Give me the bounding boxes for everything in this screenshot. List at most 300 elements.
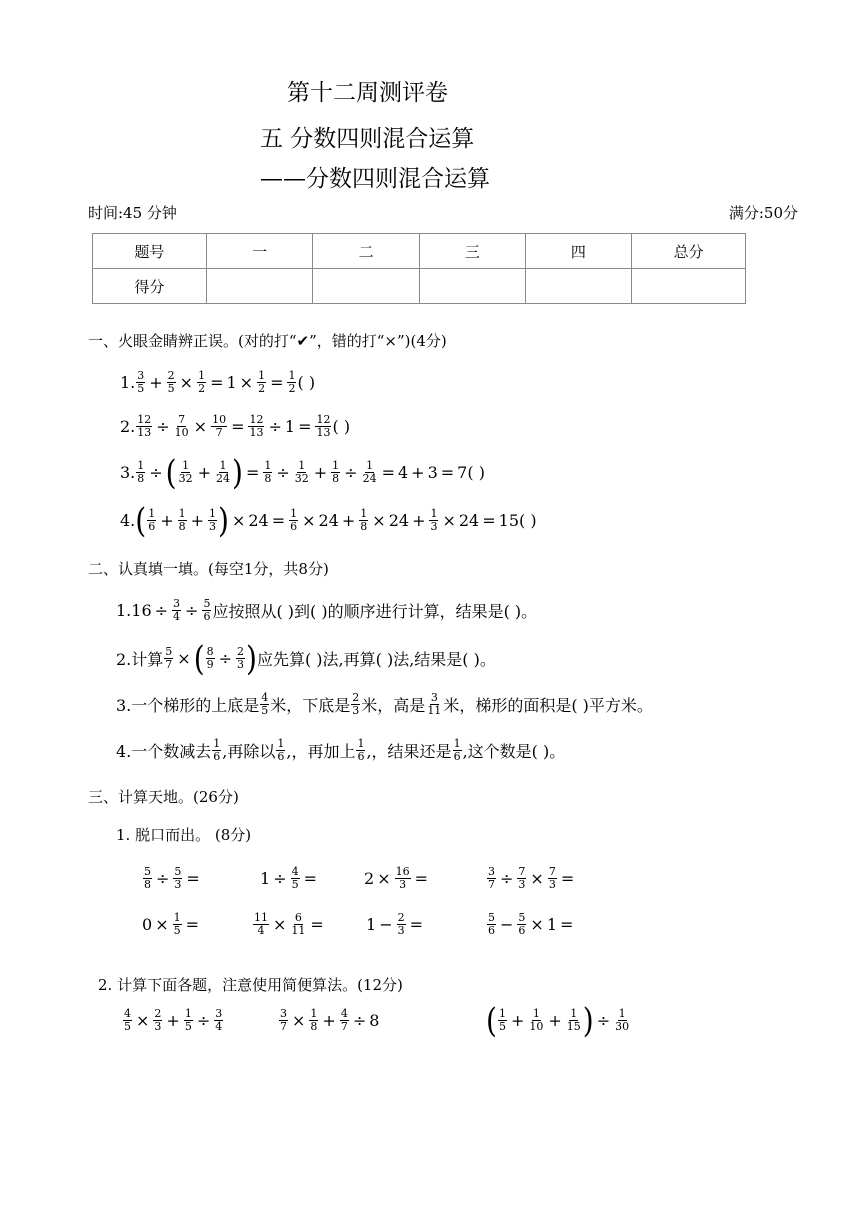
fraction bbox=[340, 1008, 349, 1033]
numerator: 1 bbox=[277, 737, 285, 750]
numerator: 1 bbox=[498, 1007, 506, 1020]
numerator: 4 bbox=[261, 691, 269, 704]
numerator: 2 bbox=[237, 645, 245, 658]
numerator: 4 bbox=[291, 865, 299, 878]
equals-sign: = bbox=[186, 869, 200, 888]
denominator: 32 bbox=[294, 472, 309, 485]
fraction bbox=[395, 866, 411, 891]
divide-sign: ÷ bbox=[156, 869, 170, 888]
number: 4 bbox=[397, 463, 409, 482]
numerator: 12 bbox=[249, 413, 264, 426]
table-cell: 三 bbox=[419, 234, 525, 269]
plus-sign: + bbox=[548, 1011, 562, 1030]
divide-sign: ÷ bbox=[352, 1011, 367, 1030]
fraction bbox=[206, 646, 215, 671]
fraction bbox=[309, 1008, 318, 1033]
equals-sign: = bbox=[185, 915, 199, 934]
oral-calc-5 bbox=[142, 912, 202, 937]
denominator: 3 bbox=[237, 658, 245, 671]
numerator: 1 bbox=[182, 459, 190, 472]
numerator: 7 bbox=[178, 413, 186, 426]
fraction bbox=[397, 912, 406, 937]
divide-sign: ÷ bbox=[268, 417, 282, 436]
times-sign: × bbox=[177, 649, 191, 668]
answer-blank[interactable]: ( ) bbox=[332, 417, 351, 436]
number: 0 bbox=[142, 915, 153, 934]
denominator: 24 bbox=[362, 472, 377, 485]
fraction bbox=[498, 1008, 507, 1033]
plus-sign: + bbox=[411, 463, 425, 482]
numerator: 5 bbox=[203, 597, 211, 610]
denominator: 3 bbox=[209, 520, 217, 533]
question-number: 3. bbox=[120, 463, 136, 482]
question-text: 1.16 bbox=[116, 601, 152, 620]
denominator: 6 bbox=[488, 924, 495, 937]
plus-sign: + bbox=[412, 511, 426, 530]
fraction bbox=[236, 646, 245, 671]
divide-sign: ÷ bbox=[344, 463, 358, 482]
question-text: 应按照从( )到( )的顺序进行计算，结果是( )。 bbox=[212, 602, 538, 621]
fraction bbox=[548, 866, 557, 891]
number: 24 bbox=[458, 511, 480, 530]
equals-sign: = bbox=[560, 869, 575, 888]
s1-question-3 bbox=[120, 452, 485, 492]
denominator: 2 bbox=[288, 382, 296, 395]
section-3-sub-2: 2. 计算下面各题，注意使用简便算法。(12分) bbox=[98, 976, 403, 994]
equals-sign: = bbox=[440, 463, 455, 482]
minus-sign: − bbox=[379, 915, 393, 934]
times-sign: × bbox=[273, 915, 287, 934]
numerator: 5 bbox=[518, 911, 526, 924]
question-text: ,，结果还是 bbox=[366, 742, 452, 761]
equals-sign: = bbox=[245, 463, 260, 482]
fraction bbox=[362, 460, 378, 485]
numerator: 1 bbox=[137, 459, 145, 472]
fraction bbox=[178, 508, 187, 533]
simple-calc-2 bbox=[278, 1008, 379, 1033]
fraction bbox=[517, 912, 526, 937]
score-input-cell[interactable] bbox=[206, 269, 313, 304]
numerator: 2 bbox=[154, 1007, 162, 1020]
plus-sign: + bbox=[322, 1011, 336, 1030]
denominator: 6 bbox=[453, 750, 461, 763]
denominator: 5 bbox=[261, 704, 269, 717]
denominator: 8 bbox=[178, 520, 186, 533]
full-score: 满分:50分 bbox=[728, 204, 798, 222]
number: 24 bbox=[248, 511, 269, 530]
numerator: 1 bbox=[298, 459, 306, 472]
fraction bbox=[172, 598, 181, 623]
denominator: 4 bbox=[215, 1020, 223, 1033]
fraction bbox=[257, 370, 266, 395]
numerator: 8 bbox=[206, 645, 214, 658]
denominator: 13 bbox=[316, 426, 331, 439]
table-cell: 总分 bbox=[632, 234, 746, 269]
question-text: ,这个数是( )。 bbox=[462, 742, 566, 761]
times-sign: × bbox=[377, 869, 391, 888]
fraction bbox=[260, 692, 269, 717]
number: 1 bbox=[226, 373, 237, 392]
denominator: 5 bbox=[137, 382, 145, 395]
divide-sign: ÷ bbox=[273, 869, 287, 888]
numerator: 3 bbox=[137, 369, 145, 382]
denominator: 3 bbox=[548, 878, 556, 891]
denominator: 7 bbox=[215, 426, 223, 439]
left-paren: ( bbox=[486, 1000, 497, 1040]
s2-question-1 bbox=[116, 598, 537, 623]
fraction bbox=[167, 370, 176, 395]
fraction bbox=[294, 460, 310, 485]
oral-calc-4 bbox=[486, 866, 577, 891]
numerator: 5 bbox=[488, 911, 495, 924]
denominator: 3 bbox=[352, 704, 360, 717]
question-text: ,，再加上 bbox=[286, 742, 356, 761]
section-3-sub-1: 1. 脱口而出。 (8分) bbox=[116, 826, 252, 844]
fraction bbox=[453, 738, 462, 763]
right-paren: ) bbox=[246, 638, 257, 678]
page-title: 第十二周测评卷 bbox=[287, 80, 448, 106]
times-sign: × bbox=[155, 915, 169, 934]
denominator: 6 bbox=[148, 520, 156, 533]
fraction bbox=[359, 508, 368, 533]
right-paren: ) bbox=[218, 500, 229, 540]
denominator: 3 bbox=[518, 878, 526, 891]
fraction bbox=[289, 508, 298, 533]
s2-question-3 bbox=[116, 692, 653, 717]
fraction bbox=[331, 460, 340, 485]
divide-sign: ÷ bbox=[276, 463, 290, 482]
unit-title: 五 分数四则混合运算 bbox=[260, 126, 475, 152]
number: 1 bbox=[260, 869, 271, 888]
score-table bbox=[92, 233, 746, 304]
fraction bbox=[164, 646, 173, 671]
plus-sign: + bbox=[190, 511, 205, 530]
fraction bbox=[351, 692, 360, 717]
table-cell: 得分 bbox=[93, 269, 207, 304]
times-sign: × bbox=[442, 511, 456, 530]
question-text: 米，梯形的面积是( )平方米。 bbox=[443, 696, 653, 715]
denominator: 11 bbox=[291, 924, 306, 937]
numerator: 5 bbox=[174, 865, 182, 878]
denominator: 5 bbox=[167, 382, 175, 395]
denominator: 2 bbox=[198, 382, 206, 395]
s1-question-1 bbox=[120, 370, 315, 395]
fraction bbox=[174, 414, 190, 439]
table-cell: 题号 bbox=[93, 234, 207, 269]
number: 1 bbox=[546, 915, 557, 934]
numerator: 1 bbox=[184, 1007, 192, 1020]
numerator: 3 bbox=[173, 597, 181, 610]
times-sign: × bbox=[179, 373, 194, 392]
oral-calc-8 bbox=[486, 912, 576, 937]
numerator: 3 bbox=[488, 865, 495, 878]
plus-sign: + bbox=[166, 1011, 180, 1030]
simple-calc-1 bbox=[122, 1008, 224, 1033]
numerator: 1 bbox=[290, 507, 298, 520]
denominator: 4 bbox=[173, 610, 181, 623]
equals-sign: = bbox=[231, 417, 245, 436]
right-paren: ) bbox=[582, 1000, 594, 1040]
denominator: 6 bbox=[203, 610, 211, 623]
numerator: 1 bbox=[213, 737, 221, 750]
fraction bbox=[263, 460, 272, 485]
question-number: 2. bbox=[120, 417, 136, 436]
numerator: 1 bbox=[219, 459, 227, 472]
fraction bbox=[147, 508, 156, 533]
oral-calc-6 bbox=[252, 912, 327, 937]
number: 3 bbox=[427, 463, 438, 482]
numerator: 1 bbox=[453, 737, 461, 750]
fraction bbox=[287, 370, 296, 395]
s2-question-4 bbox=[116, 738, 565, 763]
plus-sign: + bbox=[197, 463, 212, 482]
score-input-cell[interactable] bbox=[313, 269, 420, 304]
answer-blank[interactable]: ( ) bbox=[297, 373, 316, 392]
score-input-cell[interactable] bbox=[419, 269, 525, 304]
fraction bbox=[429, 508, 438, 533]
times-sign: × bbox=[302, 511, 316, 530]
fraction bbox=[487, 912, 496, 937]
numerator: 1 bbox=[366, 459, 374, 472]
left-paren: ( bbox=[135, 500, 147, 540]
times-sign: × bbox=[231, 511, 246, 530]
fraction bbox=[212, 738, 221, 763]
number: 2 bbox=[364, 869, 375, 888]
simple-calc-3 bbox=[486, 1000, 631, 1040]
fraction bbox=[173, 866, 182, 891]
equals-sign: = bbox=[414, 869, 428, 888]
denominator: 3 bbox=[174, 878, 182, 891]
denominator: 3 bbox=[430, 520, 438, 533]
plus-sign: + bbox=[510, 1011, 525, 1030]
question-text: ,再除以 bbox=[222, 742, 276, 761]
numerator: 6 bbox=[294, 911, 302, 924]
times-sign: × bbox=[530, 869, 544, 888]
number: 24 bbox=[318, 511, 339, 530]
plus-sign: + bbox=[149, 373, 163, 392]
fraction bbox=[290, 912, 306, 937]
fraction bbox=[184, 1008, 193, 1033]
denominator: 10 bbox=[174, 426, 189, 439]
denominator: 13 bbox=[249, 426, 264, 439]
denominator: 10 bbox=[529, 1020, 544, 1033]
denominator: 8 bbox=[137, 472, 145, 485]
fraction bbox=[153, 1008, 162, 1033]
equals-sign: = bbox=[482, 511, 496, 530]
numerator: 10 bbox=[212, 413, 227, 426]
oral-calc-3 bbox=[364, 866, 431, 891]
times-sign: × bbox=[292, 1011, 306, 1030]
fraction bbox=[197, 370, 206, 395]
denominator: 6 bbox=[357, 750, 365, 763]
number: 1 bbox=[284, 417, 296, 436]
table-cell: 一 bbox=[206, 234, 313, 269]
number: 24 bbox=[388, 511, 410, 530]
equals-sign: = bbox=[298, 417, 312, 436]
answer-blank[interactable]: ( ) bbox=[519, 511, 537, 530]
equals-sign: = bbox=[303, 869, 317, 888]
divide-sign: ÷ bbox=[149, 463, 163, 482]
numerator: 1 bbox=[288, 369, 296, 382]
section-2-heading: 二、认真填一填。(每空1分，共8分) bbox=[88, 560, 329, 578]
fraction bbox=[426, 692, 442, 717]
fraction bbox=[248, 414, 264, 439]
denominator: 32 bbox=[178, 472, 193, 485]
divide-sign: ÷ bbox=[218, 649, 233, 668]
plus-sign: + bbox=[160, 511, 174, 530]
numerator: 12 bbox=[137, 413, 152, 426]
numerator: 1 bbox=[332, 459, 340, 472]
fraction bbox=[143, 866, 152, 891]
denominator: 6 bbox=[213, 750, 221, 763]
numerator: 3 bbox=[215, 1007, 223, 1020]
score-input-cell[interactable] bbox=[632, 269, 746, 304]
denominator: 4 bbox=[257, 924, 265, 937]
denominator: 3 bbox=[397, 924, 405, 937]
right-paren: ) bbox=[232, 452, 243, 492]
numerator: 2 bbox=[167, 369, 175, 382]
plus-sign: + bbox=[341, 511, 356, 530]
denominator: 5 bbox=[291, 878, 299, 891]
section-3-heading: 三、计算天地。(26分) bbox=[88, 788, 239, 806]
oral-calc-1 bbox=[142, 866, 203, 891]
numerator: 4 bbox=[340, 1007, 348, 1020]
fraction bbox=[253, 912, 269, 937]
question-number: 4. bbox=[120, 511, 136, 530]
numerator: 1 bbox=[258, 369, 266, 382]
minus-sign: − bbox=[500, 915, 514, 934]
denominator: 15 bbox=[566, 1020, 581, 1033]
answer-blank[interactable]: ( ) bbox=[467, 463, 485, 482]
numerator: 3 bbox=[280, 1007, 287, 1020]
fraction bbox=[566, 1008, 582, 1033]
table-cell: 二 bbox=[313, 234, 420, 269]
numerator: 1 bbox=[357, 737, 365, 750]
equals-sign: = bbox=[560, 915, 574, 934]
denominator: 6 bbox=[290, 520, 298, 533]
numerator: 1 bbox=[173, 911, 181, 924]
s1-question-2 bbox=[120, 414, 350, 439]
denominator: 6 bbox=[277, 750, 285, 763]
numerator: 3 bbox=[430, 691, 438, 704]
fraction bbox=[614, 1008, 630, 1033]
divide-sign: ÷ bbox=[154, 601, 169, 620]
denominator: 11 bbox=[427, 704, 442, 717]
section-1-heading: 一、火眼金睛辨正误。(对的打“✔”，错的打“×”)(4分) bbox=[88, 332, 447, 350]
question-number: 1. bbox=[120, 373, 136, 392]
question-text: 米，高是 bbox=[361, 696, 426, 715]
equals-sign: = bbox=[270, 373, 284, 392]
left-paren: ( bbox=[193, 638, 205, 678]
s2-question-2 bbox=[116, 638, 496, 678]
fraction bbox=[276, 738, 285, 763]
equals-sign: = bbox=[381, 463, 395, 482]
times-sign: × bbox=[136, 1011, 150, 1030]
fraction bbox=[202, 598, 211, 623]
numerator: 2 bbox=[397, 911, 405, 924]
number: 15 bbox=[498, 511, 519, 530]
times-sign: × bbox=[372, 511, 386, 530]
numerator: 16 bbox=[395, 865, 410, 878]
times-sign: × bbox=[530, 915, 544, 934]
denominator: 30 bbox=[615, 1020, 630, 1033]
question-text: 米，下底是 bbox=[270, 696, 351, 715]
fraction bbox=[208, 508, 217, 533]
fraction bbox=[279, 1008, 288, 1033]
numerator: 7 bbox=[548, 865, 556, 878]
lesson-title: ——分数四则混合运算 bbox=[260, 166, 490, 192]
fraction bbox=[136, 370, 145, 395]
fraction bbox=[173, 912, 182, 937]
numerator: 1 bbox=[618, 1007, 626, 1020]
numerator: 1 bbox=[264, 459, 272, 472]
numerator: 7 bbox=[518, 865, 526, 878]
numerator: 12 bbox=[316, 413, 331, 426]
denominator: 24 bbox=[216, 472, 231, 485]
numerator: 1 bbox=[532, 1007, 540, 1020]
time-limit: 时间:45 分钟 bbox=[88, 204, 177, 222]
divide-sign: ÷ bbox=[500, 869, 514, 888]
left-paren: ( bbox=[165, 452, 177, 492]
fraction bbox=[136, 460, 145, 485]
denominator: 9 bbox=[206, 658, 214, 671]
fraction bbox=[517, 866, 526, 891]
denominator: 7 bbox=[280, 1020, 287, 1033]
equals-sign: = bbox=[409, 915, 423, 934]
denominator: 2 bbox=[258, 382, 266, 395]
fraction bbox=[123, 1008, 132, 1033]
plus-sign: + bbox=[313, 463, 328, 482]
fraction bbox=[214, 1008, 223, 1033]
numerator: 1 bbox=[570, 1007, 578, 1020]
times-sign: × bbox=[193, 417, 208, 436]
numerator: 1 bbox=[198, 369, 206, 382]
denominator: 7 bbox=[488, 878, 495, 891]
numerator: 1 bbox=[360, 507, 368, 520]
fraction bbox=[178, 460, 194, 485]
oral-calc-7 bbox=[366, 912, 426, 937]
fraction bbox=[291, 866, 300, 891]
denominator: 5 bbox=[184, 1020, 192, 1033]
question-text: 4.一个数减去 bbox=[116, 742, 212, 761]
denominator: 8 bbox=[310, 1020, 318, 1033]
denominator: 13 bbox=[137, 426, 152, 439]
numerator: 11 bbox=[254, 911, 268, 924]
number: 8 bbox=[369, 1011, 380, 1030]
numerator: 5 bbox=[144, 865, 151, 878]
number: 7 bbox=[457, 463, 468, 482]
numerator: 4 bbox=[124, 1007, 131, 1020]
denominator: 8 bbox=[264, 472, 272, 485]
denominator: 8 bbox=[332, 472, 340, 485]
denominator: 5 bbox=[124, 1020, 131, 1033]
table-row bbox=[93, 234, 746, 269]
divide-sign: ÷ bbox=[185, 601, 199, 620]
denominator: 3 bbox=[399, 878, 407, 891]
oral-calc-2 bbox=[260, 866, 320, 891]
equals-sign: = bbox=[310, 915, 324, 934]
times-sign: × bbox=[239, 373, 254, 392]
numerator: 1 bbox=[430, 507, 438, 520]
divide-sign: ÷ bbox=[596, 1011, 611, 1030]
denominator: 5 bbox=[173, 924, 181, 937]
numerator: 1 bbox=[178, 507, 186, 520]
question-text: 2.计算 bbox=[116, 650, 164, 669]
numerator: 1 bbox=[148, 507, 156, 520]
score-input-cell[interactable] bbox=[525, 269, 632, 304]
denominator: 7 bbox=[340, 1020, 348, 1033]
denominator: 3 bbox=[154, 1020, 162, 1033]
